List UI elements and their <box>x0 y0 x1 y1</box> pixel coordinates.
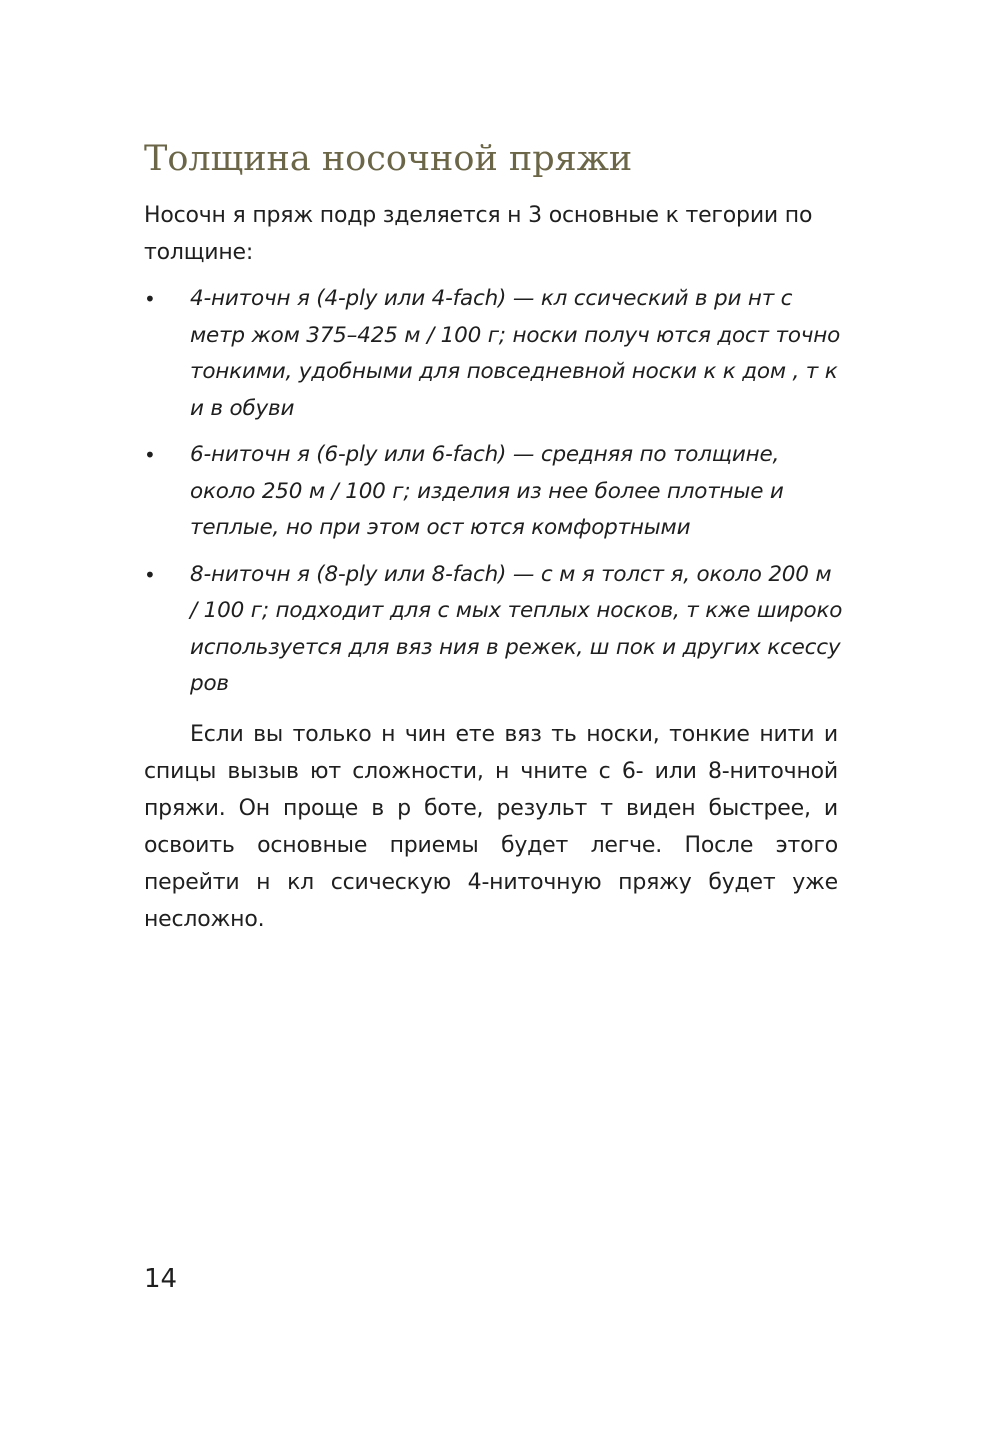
bullet-icon: • <box>144 287 156 311</box>
list-item <box>144 557 844 703</box>
page-title: Толщина носочной пряжи <box>144 139 633 179</box>
bullet-icon: • <box>144 562 156 587</box>
bullet-icon: • <box>144 443 156 467</box>
intro-text: Носочн я пряж подр зделяется н 3 основные к тегории по толщине: <box>144 203 813 265</box>
list-item <box>144 437 844 547</box>
list-item-text: 4-ниточн я (4-ply или 4-fach) — кл ссический в ри нт с метр жом 375–425 м / 100 г; носки получ ются дост точно тонкими, удобными для повседневной носки к к дом , т к и в обуви <box>190 286 841 421</box>
list-item-text: 8-ниточн я (8-ply или 8-fach) — с м я толст я, около 200 м / 100 г; подходит для с мых теплых носков, т кже широко используется для вяз ния в режек, ш пок и других ксессу ров <box>190 561 843 696</box>
page-number: 14 <box>144 1264 178 1294</box>
list-item <box>144 281 844 427</box>
list-item-text: 6-ниточн я (6-ply или 6-fach) — средняя по толщине, около 250 м / 100 г; изделия из нее более плотные и теплые, но при этом ост ются комфортными <box>190 442 784 540</box>
advice-paragraph: Если вы только н чин ете вяз ть носки, тонкие нити и спицы вызыв ют сложности, н чните с 6- или 8-ниточной пряжи. Он проще в р боте, результ т виден быстрее, и освоить основные приемы будет легче. После этого перейти н кл ссическую 4-ниточную пряжу будет уже несложно. <box>144 722 838 932</box>
yarn-weight-list <box>144 281 844 713</box>
